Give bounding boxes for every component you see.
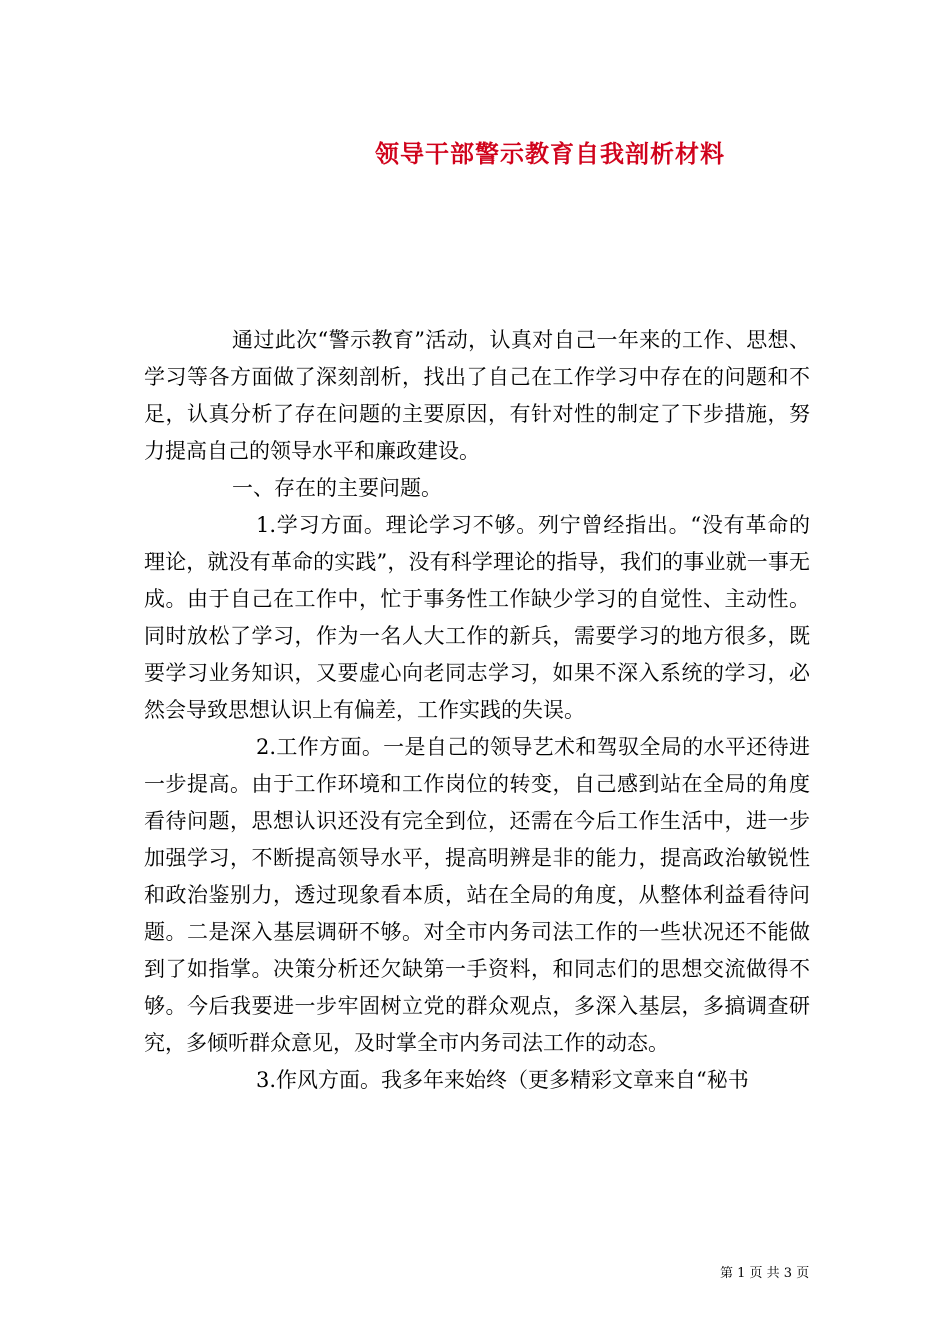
intro-paragraph: 通过此次“警示教育”活动，认真对自己一年来的工作、思想、学习等各方面做了深刻剖析，找出了自己在工作学习中存在的问题和不足，认真分析了存在问题的主要原因，有针对性的制定了下步措施，努力提高自己的领导水平和廉政建设。 [144, 328, 810, 463]
item-paragraph-study: 1.学习方面。理论学习不够。列宁曾经指出。“没有革命的理论，就没有革命的实践”，没有科学理论的指导，我们的事业就一事无成。由于自己在工作中，忙于事务性工作缺少学习的自觉性、主动性。同时放松了学习，作为一名人大工作的新兵，需要学习的地方很多，既要学习业务知识，又要虚心向老同志学习，如果不深入系统的学习，必然会导致思想认识上有偏差，工作实践的失误。 [144, 513, 810, 722]
document-body [144, 322, 810, 1099]
document-title: 领导干部警示教育自我剖析材料 [375, 139, 725, 168]
page-footer: 第 1 页 共 3 页 [720, 1266, 810, 1281]
section-heading: 一、存在的主要问题。 [232, 476, 442, 500]
item-paragraph-style: 3.作风方面。我多年来始终（更多精彩文章来自“秘书 [256, 1068, 749, 1092]
item-paragraph-work: 2.工作方面。一是自己的领导艺术和驾驭全局的水平还待进一步提高。由于工作环境和工作岗位的转变，自己感到站在全局的角度看待问题，思想认识还没有完全到位，还需在今后工作生活中，进一步加强学习，不断提高领导水平，提高明辨是非的能力，提高政治敏锐性和政治鉴别力，透过现象看本质，站在全局的角度，从整体利益看待问题。二是深入基层调研不够。对全市内务司法工作的一些状况还不能做到了如指掌。决策分析还欠缺第一手资料，和同志们的思想交流做得不够。今后我要进一步牢固树立党的群众观点，多深入基层，多搞调查研究，多倾听群众意见，及时掌全市内务司法工作的动态。 [144, 735, 810, 1055]
